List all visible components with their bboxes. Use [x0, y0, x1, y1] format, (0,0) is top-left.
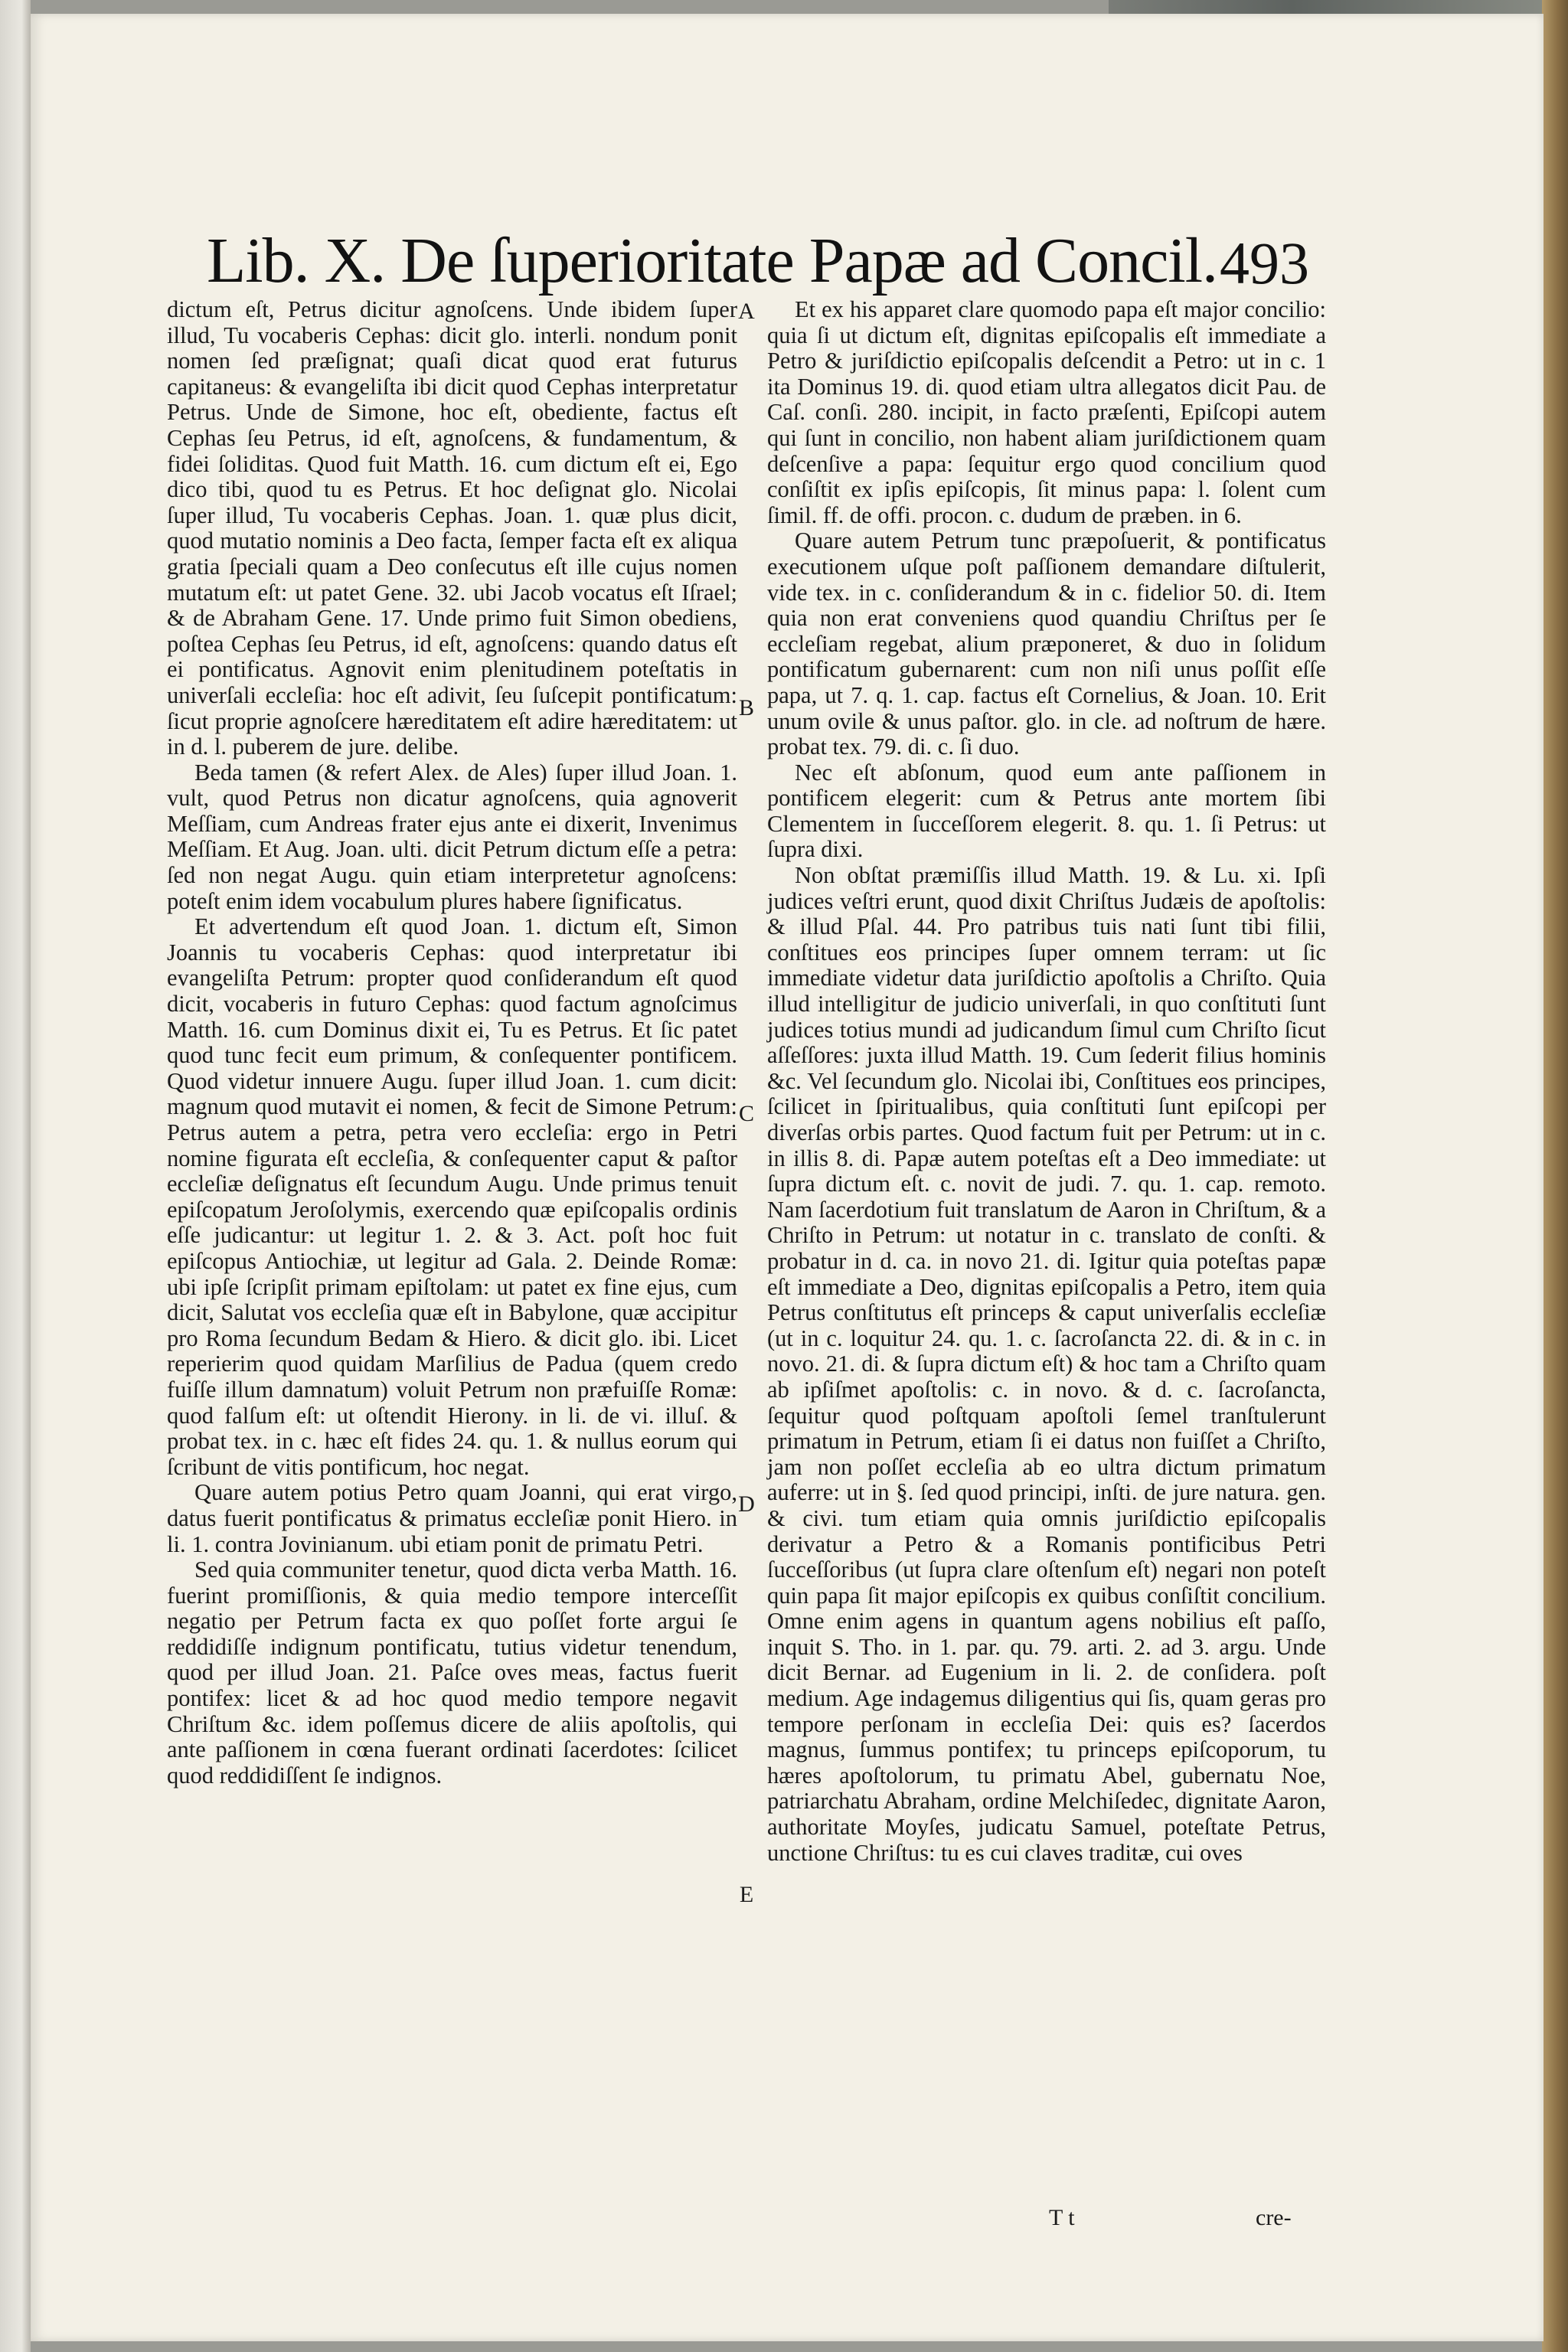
catchword: cre-	[1256, 2205, 1292, 2230]
left-paragraph: Sed quia communiter tenetur, quod dicta verba Matth. 16. fuerint promiſſionis, & quia medio tempore interceſſit negatio per Petrum facta ex quo poſſet forte argui ſe reddidiſſe indignum pontificatu, tutius videtur tenendum, quod per illud Joan. 21. Paſce oves meas, factus fuerit pontifex: licet & ad hoc quod medio tempore negavit Chriſtum &c. idem poſſemus dicere de aliis apoſtolis, qui ante paſſionem in cœna fuerant ordinati ſacerdotes: ſcilicet quod reddidiſſent ſe indignos.	[167, 1557, 737, 1788]
right-paragraph: Nec eſt abſonum, quod eum ante paſſionem in pontificem elegerit: cum & Petrus ante mortem ſibi Clementem in ſucceſſorem elegerit. 8. qu. 1. ſi Petrus: ut ſupra dixi.	[767, 759, 1326, 863]
margin-marker-e: E	[739, 1882, 754, 1907]
right-paragraph: Non obſtat præmiſſis illud Matth. 19. & Lu. xi. Ipſi judices veſtri erunt, quod dixit Chriſtus Judæis de apoſtolis: & illud Pſal. 44. Pro patribus tuis nati ſunt tibi filii, conſtitues eos principes ſuper omnem terram: ut ſic immediate videtur data juriſdictio apoſtolis a Chriſto. Quia illud intelligitur de judicio univerſali, in quo conſtituti ſunt judices totius mundi ad judicandum ſimul cum Chriſto ſicut aſſeſſores: juxta illud Matth. 19. Cum ſederit filius hominis &c. Vel ſecundum glo. Nicolai ibi, Conſtitues eos principes, ſcilicet in ſpiritualibus, quia conſtituti ſunt epiſcopi per diverſas orbis partes. Quod factum fuit per Petrum: ut in c. in illis 8. di. Papæ autem poteſtas eſt a Deo immediate: ut ſupra dictum eſt. c. novit de judi. 7. qu. 1. cap. remoto. Nam ſacerdotium fuit translatum de Aaron in Chriſtum, & a Chriſto in Petrum: ut notatur in c. translato de conſti. & probatur in d. ca. in novo 21. di. Igitur quia poteſtas papæ eſt immediate a Deo, dignitas epiſcopalis a Petro, item quia Petrus conſtitutus eſt princeps & caput univerſalis eccleſiæ (ut in c. loquitur 24. qu. 1. c. ſacroſancta 22. di. & in c. in novo. 21. di. & ſupra dictum eſt) & hoc tam a Chriſto quam ab ipſiſmet apoſtolis: c. in novo. & d. c. ſacroſancta, ſequitur quod poſtquam apoſtoli ſemel tranſtulerunt primatum in Petrum, etiam ſi ei datus non fuiſſet a Chriſto, jam non poſſet eccleſia ab eo ultra dictum primatum auferre: ut in §. ſed quod principi, inſti. de jure natura. gen. & civi. tum etiam quia omnis juriſdictio epiſcopalis derivatur a Petro & a Romanis pontificibus Petri ſucceſſoribus (ut ſupra clare oſtenſum eſt) negari non poteſt quin papa ſit major epiſcopis ex quibus conſiſtit concilium. Omne enim agens in quantum agens nobilius eſt paſſo, inquit S. Tho. in 1. par. qu. 79. arti. 2. ad 3. argu. Unde dicit Bernar. ad Eugenium in li. 2. de conſidera. poſt medium. Age indagemus diligentius qui ſis, quam geras pro tempore perſonam in eccleſia Dei: quis es? ſacerdos magnus, ſummus pontifex; tu princeps epiſcoporum, tu hæres apoſtolorum, tu primatu Abel, gubernatu Noe, patriarchatu Abraham, ordine Melchiſedec, dignitate Aaron, authoritate Moyſes, judicatu Samuel, poteſtate Petrus, unctione Chriſtus: tu es cui claves traditæ, cui oves	[767, 862, 1326, 1866]
margin-marker-c: C	[738, 1101, 754, 1126]
signature-mark: T t	[1049, 2205, 1075, 2230]
facing-page-edge	[0, 0, 31, 2352]
right-paragraph: Quare autem Petrum tunc præpoſuerit, & pontificatus executionem uſque poſt paſſionem demandare diſtulerit, vide tex. in c. conſiderandum & in c. fidelior 50. di. Item quia non erat conveniens quod quandiu Chriſtus per ſe eccleſiam regebat, alium præponeret, & duo in ſolidum pontificatum gubernarent: cum non niſi unus poſſit eſſe papa, ut 7. q. 1. cap. factus eſt Cornelius, & Joan. 10. Erit unum ovile & unus paſtor. glo. in cle. ad noſtrum de hære. probat tex. 79. di. c. ſi duo.	[767, 528, 1326, 760]
left-paragraph: dictum eſt, Petrus dicitur agnoſcens. Unde ibidem ſuper illud, Tu vocaberis Cephas: dicit glo. interli. nondum ponit nomen ſed præſignat; quaſi dicat quod erat futurus capitaneus: & evangeliſta ibi dicit quod Cephas interpretatur Petrus. Unde de Simone, hoc eſt, obediente, factus eſt Cephas ſeu Petrus, id eſt, agnoſcens, & fundamentum, & fidei ſoliditas. Quod fuit Matth. 16. cum dictum eſt ei, Ego dico tibi, quod tu es Petrus. Et hoc deſignat glo. Nicolai ſuper illud, Tu vocaberis Cephas. Joan. 1. quæ plus dicit, quod mutatio nominis a Deo facta, ſemper facta eſt ex aliqua gratia ſpeciali quam a Deo conſecutus eſt ille cujus nomen mutatum eſt: ut patet Gene. 32. ubi Jacob vocatus eſt Iſrael; & de Abraham Gene. 17. Unde primo fuit Simon obediens, poſtea Cephas ſeu Petrus, id eſt, agnoſcens: quando datus eſt ei pontificatus. Agnovit enim plenitudinem poteſtatis in univerſali eccleſia: hoc eſt adivit, ſeu ſuſcepit pontificatum: ſicut proprie agnoſcere hæreditatem eſt adire hæreditatem: ut in d. l. puberem de jure. delibe.	[167, 296, 737, 760]
right-paragraph: Et ex his apparet clare quomodo papa eſt major concilio: quia ſi ut dictum eſt, dignitas epiſcopalis eſt immediate a Petro & juriſdictio epiſcopalis deſcendit a Petro: ut in c. 1 ita Dominus 19. di. quod etiam ultra allegatos dicit Pau. de Caſ. conſi. 280. incipit, in facto præſenti, Epiſcopi autem qui ſunt in concilio, non habent aliam juriſdictionem quam deſcenſive a papa: ſequitur ergo quod concilium quod conſiſtit ex ipſis epiſcopis, ſit minus papa: l. ſolent cum ſimil. ff. de offi. procon. c. dudum de præben. in 6.	[767, 296, 1326, 528]
running-head	[207, 209, 1309, 296]
right-column	[767, 297, 1326, 1866]
margin-marker-a: A	[738, 299, 755, 324]
book-spine	[1542, 0, 1568, 2352]
page-number: 493	[1220, 230, 1309, 296]
left-paragraph: Beda tamen (& refert Alex. de Ales) ſuper illud Joan. 1. vult, quod Petrus non dicatur agnoſcens, quia agnoverit Meſſiam, cum Andreas frater ejus ante ei dixerit, Invenimus Meſſiam. Et Aug. Joan. ulti. dicit Petrum dictum eſſe a petra: ſed non negat Augu. quin etiam interpretetur agnoſcens: poteſt enim idem vocabulum plures habere ſignificatus.	[167, 759, 737, 914]
left-paragraph: Quare autem potius Petro quam Joanni, qui erat virgo, datus fuerit pontificatus & primatus eccleſiæ ponit Hiero. in li. 1. contra Jovinianum. ubi etiam ponit de primatu Petri.	[167, 1479, 737, 1557]
book-page	[31, 14, 1544, 2341]
margin-marker-b: B	[738, 695, 754, 720]
margin-marker-d: D	[738, 1491, 755, 1517]
left-column	[167, 297, 737, 1788]
running-title: Lib. X. De ſuperioritate Papæ ad Concil.	[207, 225, 1218, 296]
left-paragraph: Et advertendum eſt quod Joan. 1. dictum eſt, Simon Joannis tu vocaberis Cephas: quod interpretatur ibi evangeliſta Petrum: propter quod conſiderandum eſt quod dicit, vocaberis in futuro Cephas: quod factum agnoſcimus Matth. 16. cum Dominus dixit ei, Tu es Petrus. Et ſic patet quod tunc fecit eum primum, & conſequenter pontificem. Quod videtur innuere Augu. ſuper illud Joan. 1. cum dicit: magnum quod mutavit ei nomen, & fecit de Simone Petrum: Petrus autem a petra, petra vero eccleſia: ergo in Petri nomine figurata eſt eccleſia, & conſequenter caput & paſtor eccleſiæ deſignatus eſt ſecundum Augu. Unde primus tenuit epiſcopatum Jeroſolymis, exercendo quæ epiſcopalis ordinis eſſe judicantur: ut legitur 1. 2. & 3. Act. poſt hoc fuit epiſcopus Antiochiæ, ut legitur ad Gala. 2. Deinde Romæ: ubi ipſe ſcripſit primam epiſtolam: ut patet ex fine ejus, cum dicit, Salutat vos eccleſia quæ eſt in Babylone, quæ accipitur pro Roma ſecundum Bedam & Hiero. & dicit glo. ibi. Licet reperierim quod quidam Marſilius de Padua (quem credo fuiſſe illum damnatum) voluit Petrum non præfuiſſe Romæ: quod falſum eſt: ut oſtendit Hierony. in li. de vi. illuſ. & probat tex. in c. hæc eſt fides 24. qu. 1. & nullus eorum qui ſcribunt de vitis pontificum, hoc negat.	[167, 913, 737, 1480]
